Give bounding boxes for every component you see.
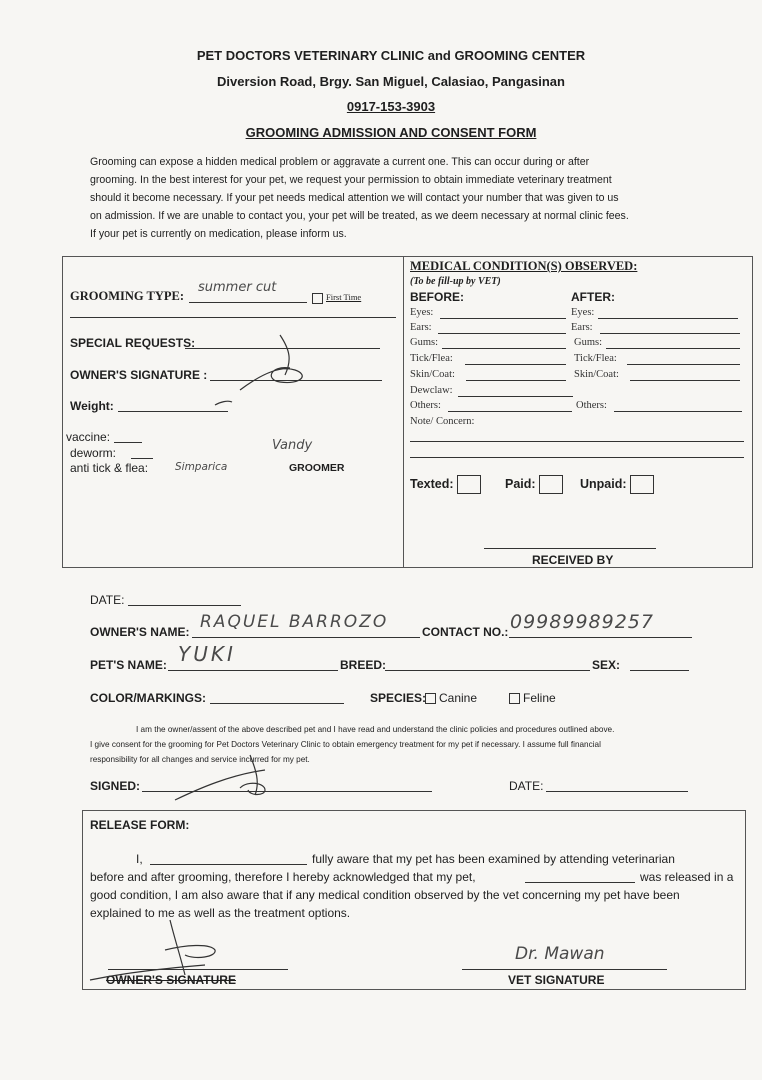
before-eyes-line[interactable] bbox=[440, 318, 566, 319]
before-ears-line[interactable] bbox=[438, 333, 566, 334]
before-gums-label: Gums: bbox=[410, 337, 439, 348]
contact-value: 09989989257 bbox=[510, 611, 654, 633]
before-dewclaw-label: Dewclaw: bbox=[410, 385, 453, 396]
pet-name-value: YUKI bbox=[178, 642, 236, 666]
pet-name-line[interactable] bbox=[168, 670, 338, 671]
signed-label: SIGNED: bbox=[90, 779, 141, 793]
contact-line[interactable] bbox=[509, 637, 692, 638]
paid-label: Paid: bbox=[505, 476, 536, 491]
before-gums-line[interactable] bbox=[442, 348, 566, 349]
texted-checkbox[interactable] bbox=[457, 475, 481, 494]
feline-option[interactable] bbox=[509, 691, 556, 705]
canine-label: Canine bbox=[439, 691, 478, 705]
deworm-label: deworm: bbox=[70, 446, 117, 460]
medical-title: MEDICAL CONDITION(S) OBSERVED: bbox=[410, 259, 638, 273]
medical-subtitle: (To be fill-up by VET) bbox=[410, 276, 501, 287]
release-text-d: good condition, I am also aware that if any medical condition observed by the vet concerning my pet have been bbox=[90, 888, 680, 902]
first-time-box[interactable] bbox=[312, 293, 323, 304]
after-eyes-line[interactable] bbox=[598, 318, 738, 319]
intro-line: should it become necessary. If your pet needs medical attention we will contact your number that was given to us bbox=[90, 192, 619, 204]
unpaid-field[interactable] bbox=[580, 475, 654, 494]
received-by-line[interactable] bbox=[484, 548, 656, 549]
species-label: SPECIES: bbox=[370, 691, 427, 705]
grooming-type-line[interactable] bbox=[189, 302, 307, 303]
release-title: RELEASE FORM: bbox=[90, 818, 190, 832]
after-tick-line[interactable] bbox=[627, 364, 740, 365]
before-tick-line[interactable] bbox=[465, 364, 566, 365]
after-others-line[interactable] bbox=[614, 411, 742, 412]
release-paragraph bbox=[90, 850, 742, 922]
release-line-1 bbox=[90, 850, 742, 868]
first-time-label: First Time bbox=[326, 292, 362, 302]
intro-paragraph bbox=[90, 153, 705, 243]
vaccine-line[interactable] bbox=[114, 442, 142, 443]
before-others-line[interactable] bbox=[448, 411, 572, 412]
before-dewclaw-line[interactable] bbox=[458, 396, 573, 397]
form-title: GROOMING ADMISSION AND CONSENT FORM bbox=[245, 125, 537, 140]
received-by-label: RECEIVED BY bbox=[532, 553, 614, 567]
owner-date-label: DATE: bbox=[90, 593, 125, 607]
after-label: AFTER: bbox=[571, 290, 615, 304]
after-gums-line[interactable] bbox=[606, 348, 740, 349]
owner-name-label: OWNER'S NAME: bbox=[90, 625, 190, 639]
before-skin-label: Skin/Coat: bbox=[410, 369, 455, 380]
owner-signature-scribble bbox=[210, 330, 310, 410]
after-skin-label: Skin/Coat: bbox=[574, 369, 619, 380]
canine-checkbox[interactable] bbox=[425, 693, 436, 704]
release-owner-sig-label: OWNER'S SIGNATURE bbox=[106, 973, 236, 987]
groomer-name: Vandy bbox=[272, 438, 313, 453]
consent-line: responsibility for all changes and service incurred for my pet. bbox=[90, 755, 310, 764]
breed-label: BREED: bbox=[340, 658, 387, 672]
release-owner-signature bbox=[85, 915, 235, 990]
vet-signature-value: Dr. Mawan bbox=[515, 944, 605, 964]
owner-signature-label: OWNER'S SIGNATURE : bbox=[70, 368, 208, 382]
owner-name-line[interactable] bbox=[192, 637, 420, 638]
consent-line: I am the owner/assent of the above described pet and I have read and understand the clinic policies and procedures outlined above. bbox=[136, 725, 615, 734]
note-line-1[interactable] bbox=[410, 441, 744, 442]
before-others-label: Others: bbox=[410, 400, 441, 411]
intro-line: If your pet is currently on medication, please inform us. bbox=[90, 228, 347, 240]
release-text-e: explained to me as well as the treatment options. bbox=[90, 906, 351, 920]
contact-label: CONTACT NO.: bbox=[422, 625, 509, 639]
clinic-name: PET DOCTORS VETERINARY CLINIC and GROOMING CENTER bbox=[196, 48, 586, 63]
note-line-2[interactable] bbox=[410, 457, 744, 458]
paid-checkbox[interactable] bbox=[539, 475, 563, 494]
owner-date-line[interactable] bbox=[128, 605, 241, 606]
intro-line: grooming. In the best interest for your pet, we request your permission to obtain immediate veterinary treatment bbox=[90, 174, 612, 186]
breed-line[interactable] bbox=[385, 670, 590, 671]
intro-line: on admission. If we are unable to contact you, your pet will be treated, as we deem necessary at normal clinic fees. bbox=[90, 210, 629, 222]
release-i: I, bbox=[136, 852, 143, 866]
vet-sig-line[interactable] bbox=[462, 969, 667, 970]
clinic-address: Diversion Road, Brgy. San Miguel, Calasiao, Pangasinan bbox=[217, 74, 565, 89]
sex-label: SEX: bbox=[592, 658, 621, 672]
texted-field[interactable] bbox=[410, 475, 481, 494]
pet-name-label: PET'S NAME: bbox=[90, 658, 167, 672]
unpaid-label: Unpaid: bbox=[580, 476, 627, 491]
vaccine-label: vaccine: bbox=[66, 430, 111, 444]
paid-field[interactable] bbox=[505, 475, 563, 494]
before-label: BEFORE: bbox=[410, 290, 464, 304]
release-line-2 bbox=[90, 868, 742, 886]
feline-label: Feline bbox=[523, 691, 556, 705]
groomer-label: GROOMER bbox=[289, 462, 345, 474]
before-tick-label: Tick/Flea: bbox=[410, 353, 453, 364]
color-markings-label: COLOR/MARKINGS: bbox=[90, 691, 206, 705]
box-divider bbox=[403, 257, 404, 567]
grooming-extra-line bbox=[70, 317, 396, 318]
release-text-b: before and after grooming, therefore I hereby acknowledged that my pet, bbox=[90, 870, 476, 884]
grooming-type-label: GROOMING TYPE: bbox=[70, 289, 185, 303]
deworm-line[interactable] bbox=[131, 458, 153, 459]
after-gums-label: Gums: bbox=[574, 337, 603, 348]
texted-label: Texted: bbox=[410, 476, 454, 491]
vet-sig-label: VET SIGNATURE bbox=[508, 973, 605, 987]
consent-line: I give consent for the grooming for Pet Doctors Veterinary Clinic to obtain emergency treatment for my pet if necessary. I assume full financial bbox=[90, 740, 601, 749]
before-skin-line[interactable] bbox=[466, 380, 566, 381]
clinic-phone: 0917-153-3903 bbox=[346, 99, 436, 114]
after-tick-label: Tick/Flea: bbox=[574, 353, 617, 364]
after-others-label: Others: bbox=[576, 400, 607, 411]
first-time-checkbox[interactable] bbox=[312, 292, 361, 304]
release-text-c: was released in a bbox=[640, 870, 734, 884]
color-markings-line[interactable] bbox=[210, 703, 344, 704]
grooming-type-value: summer cut bbox=[198, 280, 277, 295]
anti-tick-value: Simparica bbox=[175, 461, 228, 473]
note-concern-label: Note/ Concern: bbox=[410, 416, 475, 427]
after-ears-label: Ears: bbox=[571, 322, 593, 333]
weight-line[interactable] bbox=[118, 411, 228, 412]
after-skin-line[interactable] bbox=[630, 380, 740, 381]
before-ears-label: Ears: bbox=[410, 322, 432, 333]
feline-checkbox[interactable] bbox=[509, 693, 520, 704]
release-pet-line[interactable] bbox=[525, 882, 635, 883]
unpaid-checkbox[interactable] bbox=[630, 475, 654, 494]
release-text-a: fully aware that my pet has been examined by attending veterinarian bbox=[312, 852, 675, 866]
signed-signature-scribble bbox=[170, 750, 280, 810]
release-name-line[interactable] bbox=[150, 864, 307, 865]
sex-line[interactable] bbox=[630, 670, 689, 671]
weight-label: Weight: bbox=[70, 399, 114, 413]
after-eyes-label: Eyes: bbox=[571, 307, 595, 318]
canine-option[interactable] bbox=[425, 691, 477, 705]
before-eyes-label: Eyes: bbox=[410, 307, 434, 318]
special-requests-label: SPECIAL REQUESTS: bbox=[70, 336, 196, 350]
anti-tick-label: anti tick & flea: bbox=[70, 461, 149, 475]
intro-line: Grooming can expose a hidden medical problem or aggravate a current one. This can occur during or after bbox=[90, 156, 590, 168]
signed-date-label: DATE: bbox=[509, 779, 544, 793]
signed-date-line[interactable] bbox=[546, 791, 688, 792]
after-ears-line[interactable] bbox=[600, 333, 740, 334]
owner-name-value: RAQUEL BARROZO bbox=[200, 612, 389, 632]
